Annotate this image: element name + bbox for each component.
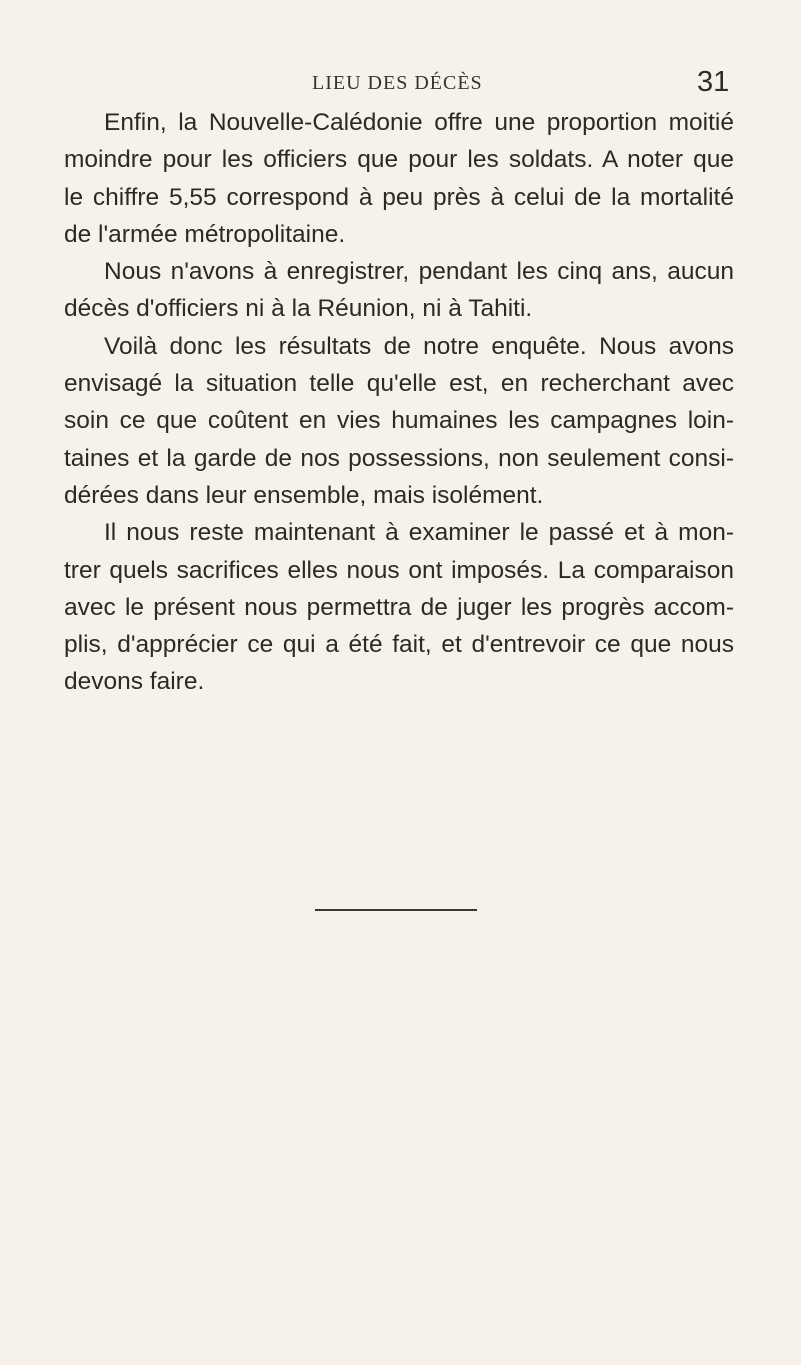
paragraph-line: trer quels sacrifices elles nous ont imposés. La comparaison	[64, 556, 734, 584]
paragraph-line: Enfin, la Nouvelle-Calédonie offre une proportion moitié	[104, 109, 734, 136]
paragraph-line: envisagé la situation telle qu'elle est, en recherchant avec	[64, 370, 734, 398]
body-text	[64, 104, 734, 701]
paragraph-line: taines et la garde de nos possessions, non seulement consi-	[64, 444, 734, 472]
paragraph-line: plis, d'apprécier ce qui a été fait, et d'entrevoir ce que nous	[64, 631, 734, 659]
paragraph-line: avec le présent nous permettra de juger les progrès accom-	[64, 593, 734, 621]
page-number: 31	[697, 66, 730, 98]
paragraph-line: Voilà donc les résultats de notre enquête. Nous avons	[104, 332, 734, 360]
paragraph-line: soin ce que coûtent en vies humaines les campagnes loin-	[64, 407, 734, 435]
paragraph-line: devons faire.	[64, 668, 205, 696]
paragraph-line: Il nous reste maintenant à examiner le passé et à mon-	[104, 519, 734, 547]
running-title: LIEU DES DÉCÈS	[312, 72, 483, 94]
paragraph-line: moindre pour les officiers que pour les soldats. A noter que	[64, 146, 734, 174]
paragraph-line: de l'armée métropolitaine.	[64, 220, 346, 248]
paragraph-line: décès d'officiers ni à la Réunion, ni à Tahiti.	[64, 295, 533, 323]
paragraph-line: le chiffre 5,55 correspond à peu près à celui de la mortalité	[64, 183, 734, 211]
paragraph-line: dérées dans leur ensemble, mais isolément.	[64, 481, 544, 509]
section-end-rule	[315, 909, 477, 911]
paragraph-line: Nous n'avons à enregistrer, pendant les cinq ans, aucun	[104, 258, 734, 286]
running-header	[0, 66, 801, 106]
